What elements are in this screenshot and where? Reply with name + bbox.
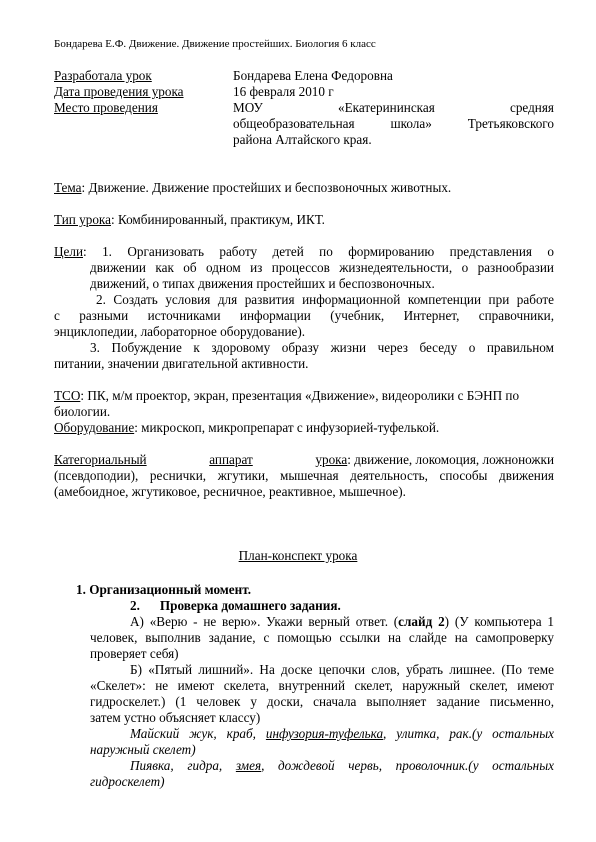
chain-1-text: Майский жук, краб, [130, 726, 266, 741]
categorical-line-1 [54, 452, 554, 468]
chain-2-line-1 [130, 758, 554, 774]
equipment-label: Оборудование [54, 420, 135, 435]
goal-1-line-3: движений, о типах движения простейших и беспозвоночных. [90, 276, 435, 291]
task-a-text: ) (У компьютера 1 [444, 614, 554, 629]
tso-line-1 [54, 388, 519, 404]
goals-label: Цели [54, 244, 84, 259]
date-label: Дата проведения урока [54, 84, 184, 99]
lesson-type-text: : Комбинированный, практикум, ИКТ. [110, 212, 325, 227]
equipment-text: : микроскоп, микропрепарат с инфузорией-туфелькой. [134, 420, 440, 435]
task-a-line-3: проверяет себя) [90, 646, 179, 661]
tso-line-2: биологии. [54, 404, 111, 419]
topic [54, 180, 451, 196]
goal-2-line-1: 2. Создать условия для развития информационной компетенции при работе [96, 292, 554, 307]
place-line-3: района Алтайского края. [233, 132, 372, 147]
categorical-words [315, 452, 554, 468]
place-word: МОУ [233, 100, 263, 115]
chain-1-line-2: наружный скелет) [90, 742, 196, 757]
goal-2-line-2: с разными источниками информации (учебник, Интернет, справочники, [54, 308, 554, 323]
author-label: Разработала урок [54, 68, 152, 83]
task-a-line-1 [130, 614, 554, 630]
chain-1-answer: инфузория-туфелька [265, 726, 384, 741]
chain-2-line-2: гидроскелет) [90, 774, 165, 789]
place-line-2 [233, 116, 554, 132]
goal-2-line-3: энциклопедии, лабораторное оборудование). [54, 324, 306, 339]
lesson-type-label: Тип урока [54, 212, 111, 227]
goal-3-line-2: питании, значении двигательной активности. [54, 356, 309, 371]
goal-3-line-1: 3. Побуждение к здоровому образу жизни через беседу о правильном [90, 340, 554, 355]
topic-label: Тема [54, 180, 82, 195]
plan-item-2-number: 2. [130, 598, 140, 613]
task-a-line-2: человек, выполнив задание, с помощью ссылки на слайде на самопроверку [90, 630, 554, 645]
chain-1-text: , улитка, рак.(у остальных [383, 726, 554, 741]
tso-label: ТСО [54, 388, 81, 403]
chain-2-text: , дождевой червь, проволочник.(у остальных [261, 758, 554, 773]
task-b-line-3: гидроскелет.) (1 человек у доски, сначала выполняет задание письменно, [90, 694, 554, 709]
date-value: 16 февраля 2010 г [233, 84, 334, 99]
lesson-type [54, 212, 325, 228]
plan-item-2 [130, 598, 341, 614]
author-value: Бондарева Елена Федоровна [233, 68, 393, 83]
place-word: «Екатерининская [338, 100, 435, 115]
place-line-1 [233, 100, 554, 116]
categorical-word: урока [315, 452, 348, 467]
goal-1-line-2: движении как об одном из процессов жизнедеятельности, о разнообразии [90, 260, 554, 275]
categorical-rest: : движение, локомоция, ложноножки [347, 452, 554, 467]
chain-2-text: Пиявка, гидра, [130, 758, 236, 773]
place-word: Третьяковского [467, 116, 554, 131]
plan-title: План-конспект урока [238, 548, 358, 563]
plan-item-2-text: Проверка домашнего задания. [159, 598, 341, 613]
place-label: Место проведения [54, 100, 158, 115]
chain-1-line-1 [130, 726, 554, 742]
task-b-line-1: Б) «Пятый лишний». На доске цепочки слов, убрать лишнее. (По теме [130, 662, 554, 677]
plan-item-1: 1. Организационный момент. [76, 582, 251, 597]
task-b-line-2: «Скелет»: не имеют скелета, внутренний скелет, наружный скелет, имеют [90, 678, 554, 693]
tso-text: : ПК, м/м проектор, экран, презентация «Движение», видеоролики с БЭНП по [80, 388, 520, 403]
categorical-line-3: (амебоидное, жгутиковое, ресничное, реактивное, мышечное). [54, 484, 406, 499]
equipment [54, 420, 439, 436]
task-a-text: А) «Верю - не верю». Укажи верный ответ. ( [130, 614, 399, 629]
place-word: средняя [509, 100, 554, 115]
topic-text: : Движение. Движение простейших и беспозвоночных животных. [81, 180, 452, 195]
place-word: школа» [390, 116, 432, 131]
task-b-line-4: затем устно объясняет классу) [90, 710, 261, 725]
categorical-word: Категориальный [54, 452, 147, 467]
categorical-line-2: (псевдоподии), реснички, жгутики, мышечная деятельность, способы движения [54, 468, 554, 483]
place-word: общеобразовательная [233, 116, 355, 131]
page-header: Бондарева Е.Ф. Движение. Движение простейших. Биология 6 класс [54, 38, 376, 50]
chain-2-answer: змея [235, 758, 262, 773]
categorical-word: аппарат [209, 452, 253, 467]
slide-ref: слайд 2 [398, 614, 445, 629]
goals-text: : 1. Организовать работу детей по формированию представления о [83, 244, 554, 259]
goal-1-line-1 [54, 244, 554, 260]
